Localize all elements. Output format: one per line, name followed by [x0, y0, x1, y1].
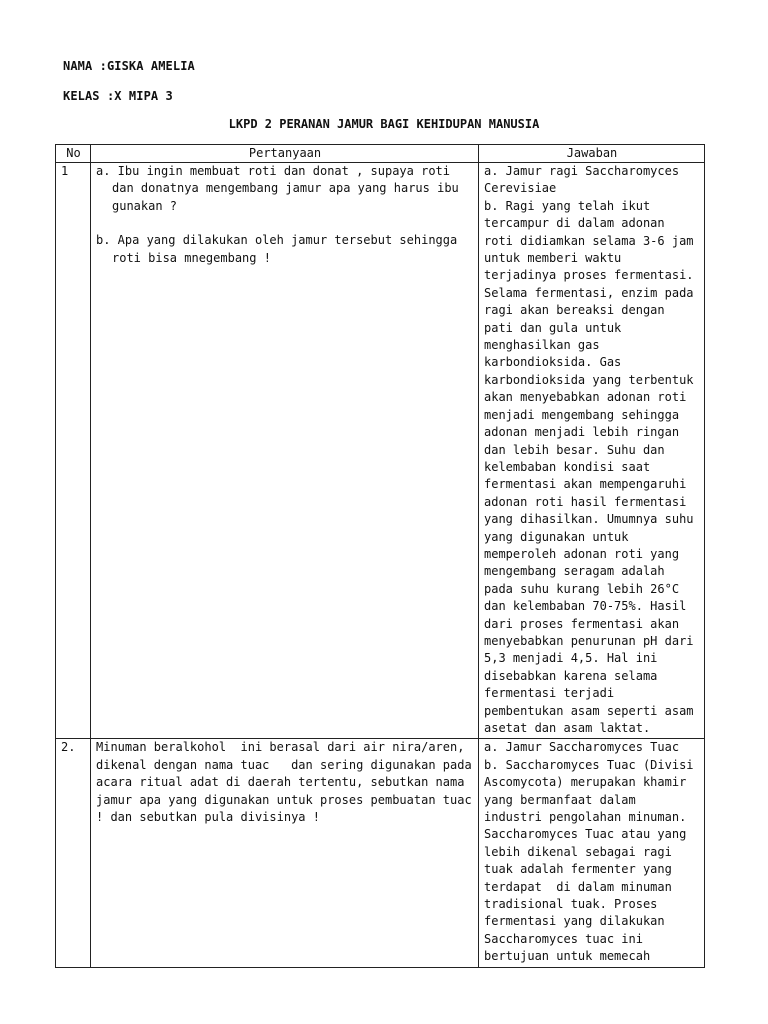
text-line: terjadinya proses fermentasi. [484, 268, 694, 283]
text-line: memperoleh adonan roti yang [484, 546, 680, 561]
header-no: No [56, 145, 91, 163]
answer-cell [479, 163, 705, 739]
text-line: tradisional tuak. Proses [484, 897, 658, 912]
text-line: menjadi mengembang sehingga [484, 407, 680, 422]
document-title: LKPD 2 PERANAN JAMUR BAGI KEHIDUPAN MANUSIA [228, 117, 540, 131]
text-line: adonan roti hasil fermentasi [484, 494, 687, 509]
text-line: dan lebih besar. Suhu dan [484, 442, 665, 457]
text-line: ! dan sebutkan pula divisinya ! [96, 810, 320, 825]
text-line: fermentasi akan mempengaruhi [484, 477, 687, 492]
table-row [56, 739, 705, 967]
name-label: NAMA : [63, 59, 107, 73]
text-line: Saccharomyces Tuac atau yang [484, 827, 687, 842]
question-a: a. Ibu ingin membuat roti dan donat , supaya roti dan donatnya mengembang jamur apa yang harus ibu gunakan ? [96, 164, 459, 213]
text-line: ragi akan bereaksi dengan [484, 303, 665, 318]
text-line: menyebabkan penurunan pH dari [484, 633, 694, 648]
text-line: tuak adalah fermenter yang [484, 862, 672, 877]
student-name: GISKA AMELIA [106, 59, 195, 73]
text-line: dan kelembaban 70-75%. Hasil [484, 599, 687, 614]
text-line: untuk memberi waktu [484, 251, 622, 266]
text-line: b. Saccharomyces Tuac (Divisi [484, 757, 694, 772]
question-cell [91, 163, 479, 739]
text-line: lebih dikenal sebagai ragi [484, 844, 672, 859]
text-line: yang bermanfaat dalam [484, 792, 636, 807]
text-line: yang digunakan untuk [484, 529, 629, 544]
text-line: Selama fermentasi, enzim pada [484, 285, 694, 300]
text-line: Cerevisiae [484, 181, 557, 196]
text-line: kelembaban kondisi saat [484, 459, 651, 474]
text-line: akan menyebabkan adonan roti [484, 390, 687, 405]
student-class-line [63, 88, 173, 105]
student-name-line [63, 58, 195, 75]
text-line: dari proses fermentasi akan [484, 616, 680, 631]
class-label: KELAS : [63, 89, 115, 103]
text-line: disebabkan karena selama [484, 668, 658, 683]
text-line: a. Jamur ragi Saccharomyces [484, 164, 680, 178]
text-line: menghasilkan gas [484, 338, 600, 353]
text-line: acara ritual adat di daerah tertentu, sebutkan nama [96, 775, 465, 790]
table-header-row [56, 145, 705, 163]
answer-cell [479, 739, 705, 967]
text-line: jamur apa yang digunakan untuk proses pembuatan tuac [96, 792, 472, 807]
text-line: dikenal dengan nama tuac dan sering digunakan pada [96, 757, 472, 772]
worksheet-table [55, 144, 705, 968]
text-line: industri pengolahan minuman. [484, 810, 687, 825]
text-line: fermentasi yang dilakukan [484, 914, 665, 929]
question-b: b. Apa yang dilakukan oleh jamur tersebut sehingga roti bisa mnegembang ! [96, 233, 458, 265]
text-line: Minuman beralkohol ini berasal dari air nira/aren, [96, 740, 465, 755]
text-line: tercampur di dalam adonan [484, 216, 665, 231]
text-line: Ascomycota) merupakan khamir [484, 775, 687, 790]
text-line: a. Jamur Saccharomyces Tuac [484, 740, 680, 755]
text-line: bertujuan untuk memecah [484, 949, 651, 964]
table-row [56, 163, 705, 739]
text-line: b. Ragi yang telah ikut [484, 198, 651, 213]
row-number: 1 [56, 163, 91, 739]
text-line: mengembang seragam adalah [484, 564, 665, 579]
text-line: Saccharomyces tuac ini [484, 931, 643, 946]
text-line: karbondioksida. Gas [484, 355, 622, 370]
text-line: pada suhu kurang lebih 26°C [484, 581, 680, 596]
text-line: 5,3 menjadi 4,5. Hal ini [484, 651, 658, 666]
text-line: pembentukan asam seperti asam [484, 703, 694, 718]
student-class: X MIPA 3 [114, 89, 173, 103]
text-line: adonan menjadi lebih ringan [484, 425, 680, 440]
text-line: terdapat di dalam minuman [484, 879, 672, 894]
text-line: fermentasi terjadi [484, 686, 615, 701]
question-cell [91, 739, 479, 967]
text-line: roti didiamkan selama 3-6 jam [484, 233, 694, 248]
header-answer: Jawaban [479, 145, 705, 163]
row-number: 2. [56, 739, 91, 967]
text-line: pati dan gula untuk [484, 320, 622, 335]
text-line: asetat dan asam laktat. [484, 721, 651, 735]
header-question: Pertanyaan [91, 145, 479, 163]
text-line: karbondioksida yang terbentuk [484, 372, 694, 387]
text-line: yang dihasilkan. Umumnya suhu [484, 512, 694, 527]
